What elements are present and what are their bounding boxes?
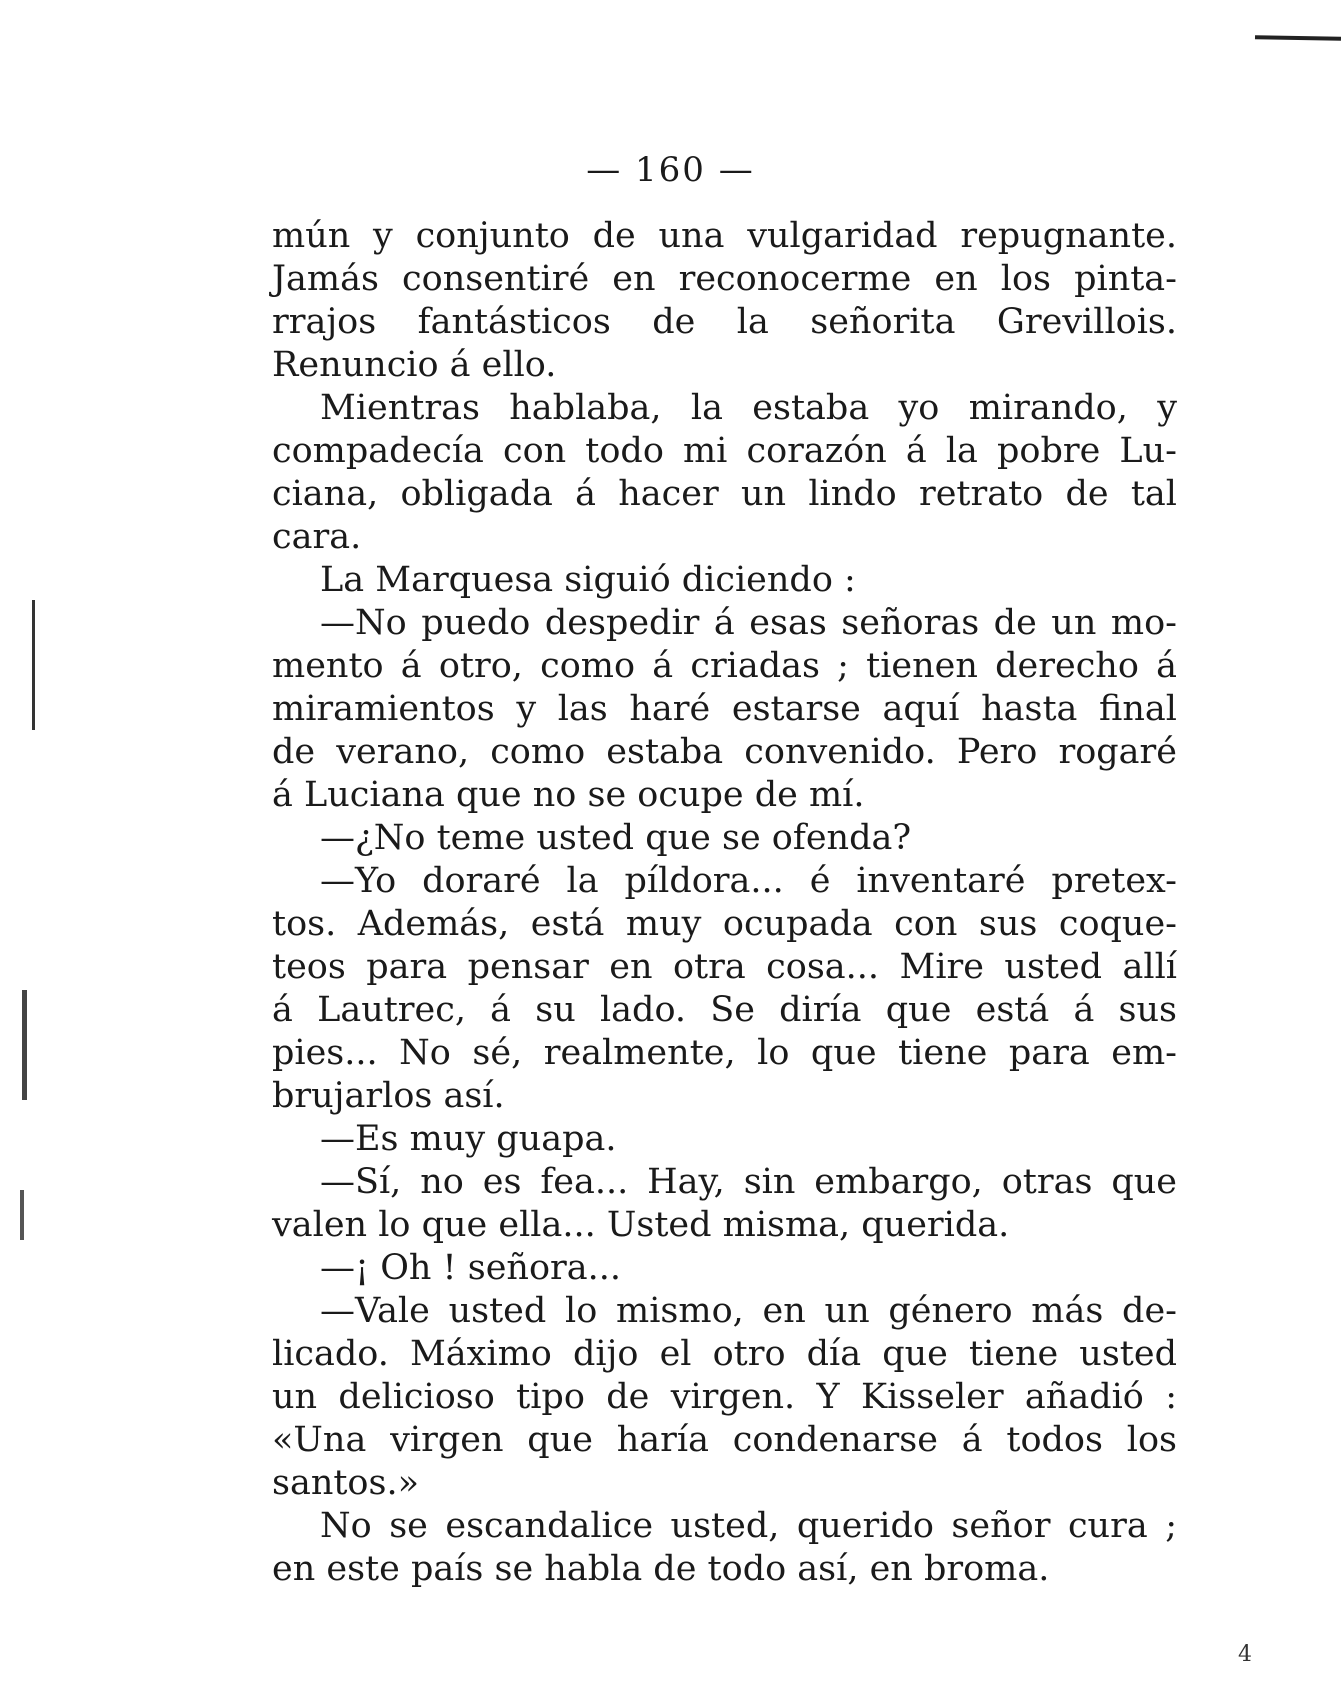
text-line: —Vale usted lo mismo, en un género más de- [320,1291,1177,1331]
scan-artifact-left [22,990,27,1100]
text-line: licado. Máximo dijo el otro día que tiene usted [272,1334,1177,1374]
text-line: compadecía con todo mi corazón á la pobre Lu- [272,431,1177,471]
text-line: cara. [272,517,362,557]
page-number: — 160 — [586,150,755,190]
text-line: La Marquesa siguió diciendo : [320,560,856,600]
text-line: de verano, como estaba convenido. Pero rogaré [272,732,1177,772]
text-line: «Una virgen que haría condenarse á todos los [272,1420,1177,1460]
scan-artifact-top [1255,35,1341,41]
text-line: —¿No teme usted que se ofenda? [320,818,912,858]
text-line: mento á otro, como á criadas ; tienen derecho á [272,646,1177,686]
text-line: —Yo doraré la píldora... é inventaré pretex- [320,861,1177,901]
text-line: á Lautrec, á su lado. Se diría que está á sus [272,990,1177,1030]
text-line: Jamás consentiré en reconocerme en los pinta- [272,259,1177,299]
text-line: un delicioso tipo de virgen. Y Kisseler añadió : [272,1377,1177,1417]
scan-artifact-left [32,600,35,730]
text-line: Mientras hablaba, la estaba yo mirando, y [320,388,1177,428]
text-line: Renuncio á ello. [272,345,557,385]
text-line: —¡ Oh ! señora... [320,1248,622,1288]
text-line: miramientos y las haré estarse aquí hasta final [272,689,1177,729]
text-line: en este país se habla de todo así, en broma. [272,1549,1050,1589]
text-line: ciana, obligada á hacer un lindo retrato de tal [272,474,1177,514]
text-line: pies... No sé, realmente, lo que tiene para em- [272,1033,1177,1073]
text-line: valen lo que ella... Usted misma, querida. [272,1205,1010,1245]
text-line: mún y conjunto de una vulgaridad repugnante. [272,216,1177,256]
scan-artifact-left [20,1190,24,1240]
text-line: —No puedo despedir á esas señoras de un mo- [320,603,1177,643]
stray-mark: 4 [1238,1642,1252,1667]
text-line: —Es muy guapa. [320,1119,617,1159]
text-line: teos para pensar en otra cosa... Mire usted allí [272,947,1177,987]
text-line: á Luciana que no se ocupe de mí. [272,775,865,815]
text-line: santos.» [272,1463,420,1503]
text-line: No se escandalice usted, querido señor cura ; [320,1506,1177,1546]
text-line: brujarlos así. [272,1076,505,1116]
body-text [272,215,1177,1591]
text-line: —Sí, no es fea... Hay, sin embargo, otras que [320,1162,1177,1202]
text-line: tos. Además, está muy ocupada con sus coque- [272,904,1177,944]
text-line: rrajos fantásticos de la señorita Grevillois. [272,302,1177,342]
